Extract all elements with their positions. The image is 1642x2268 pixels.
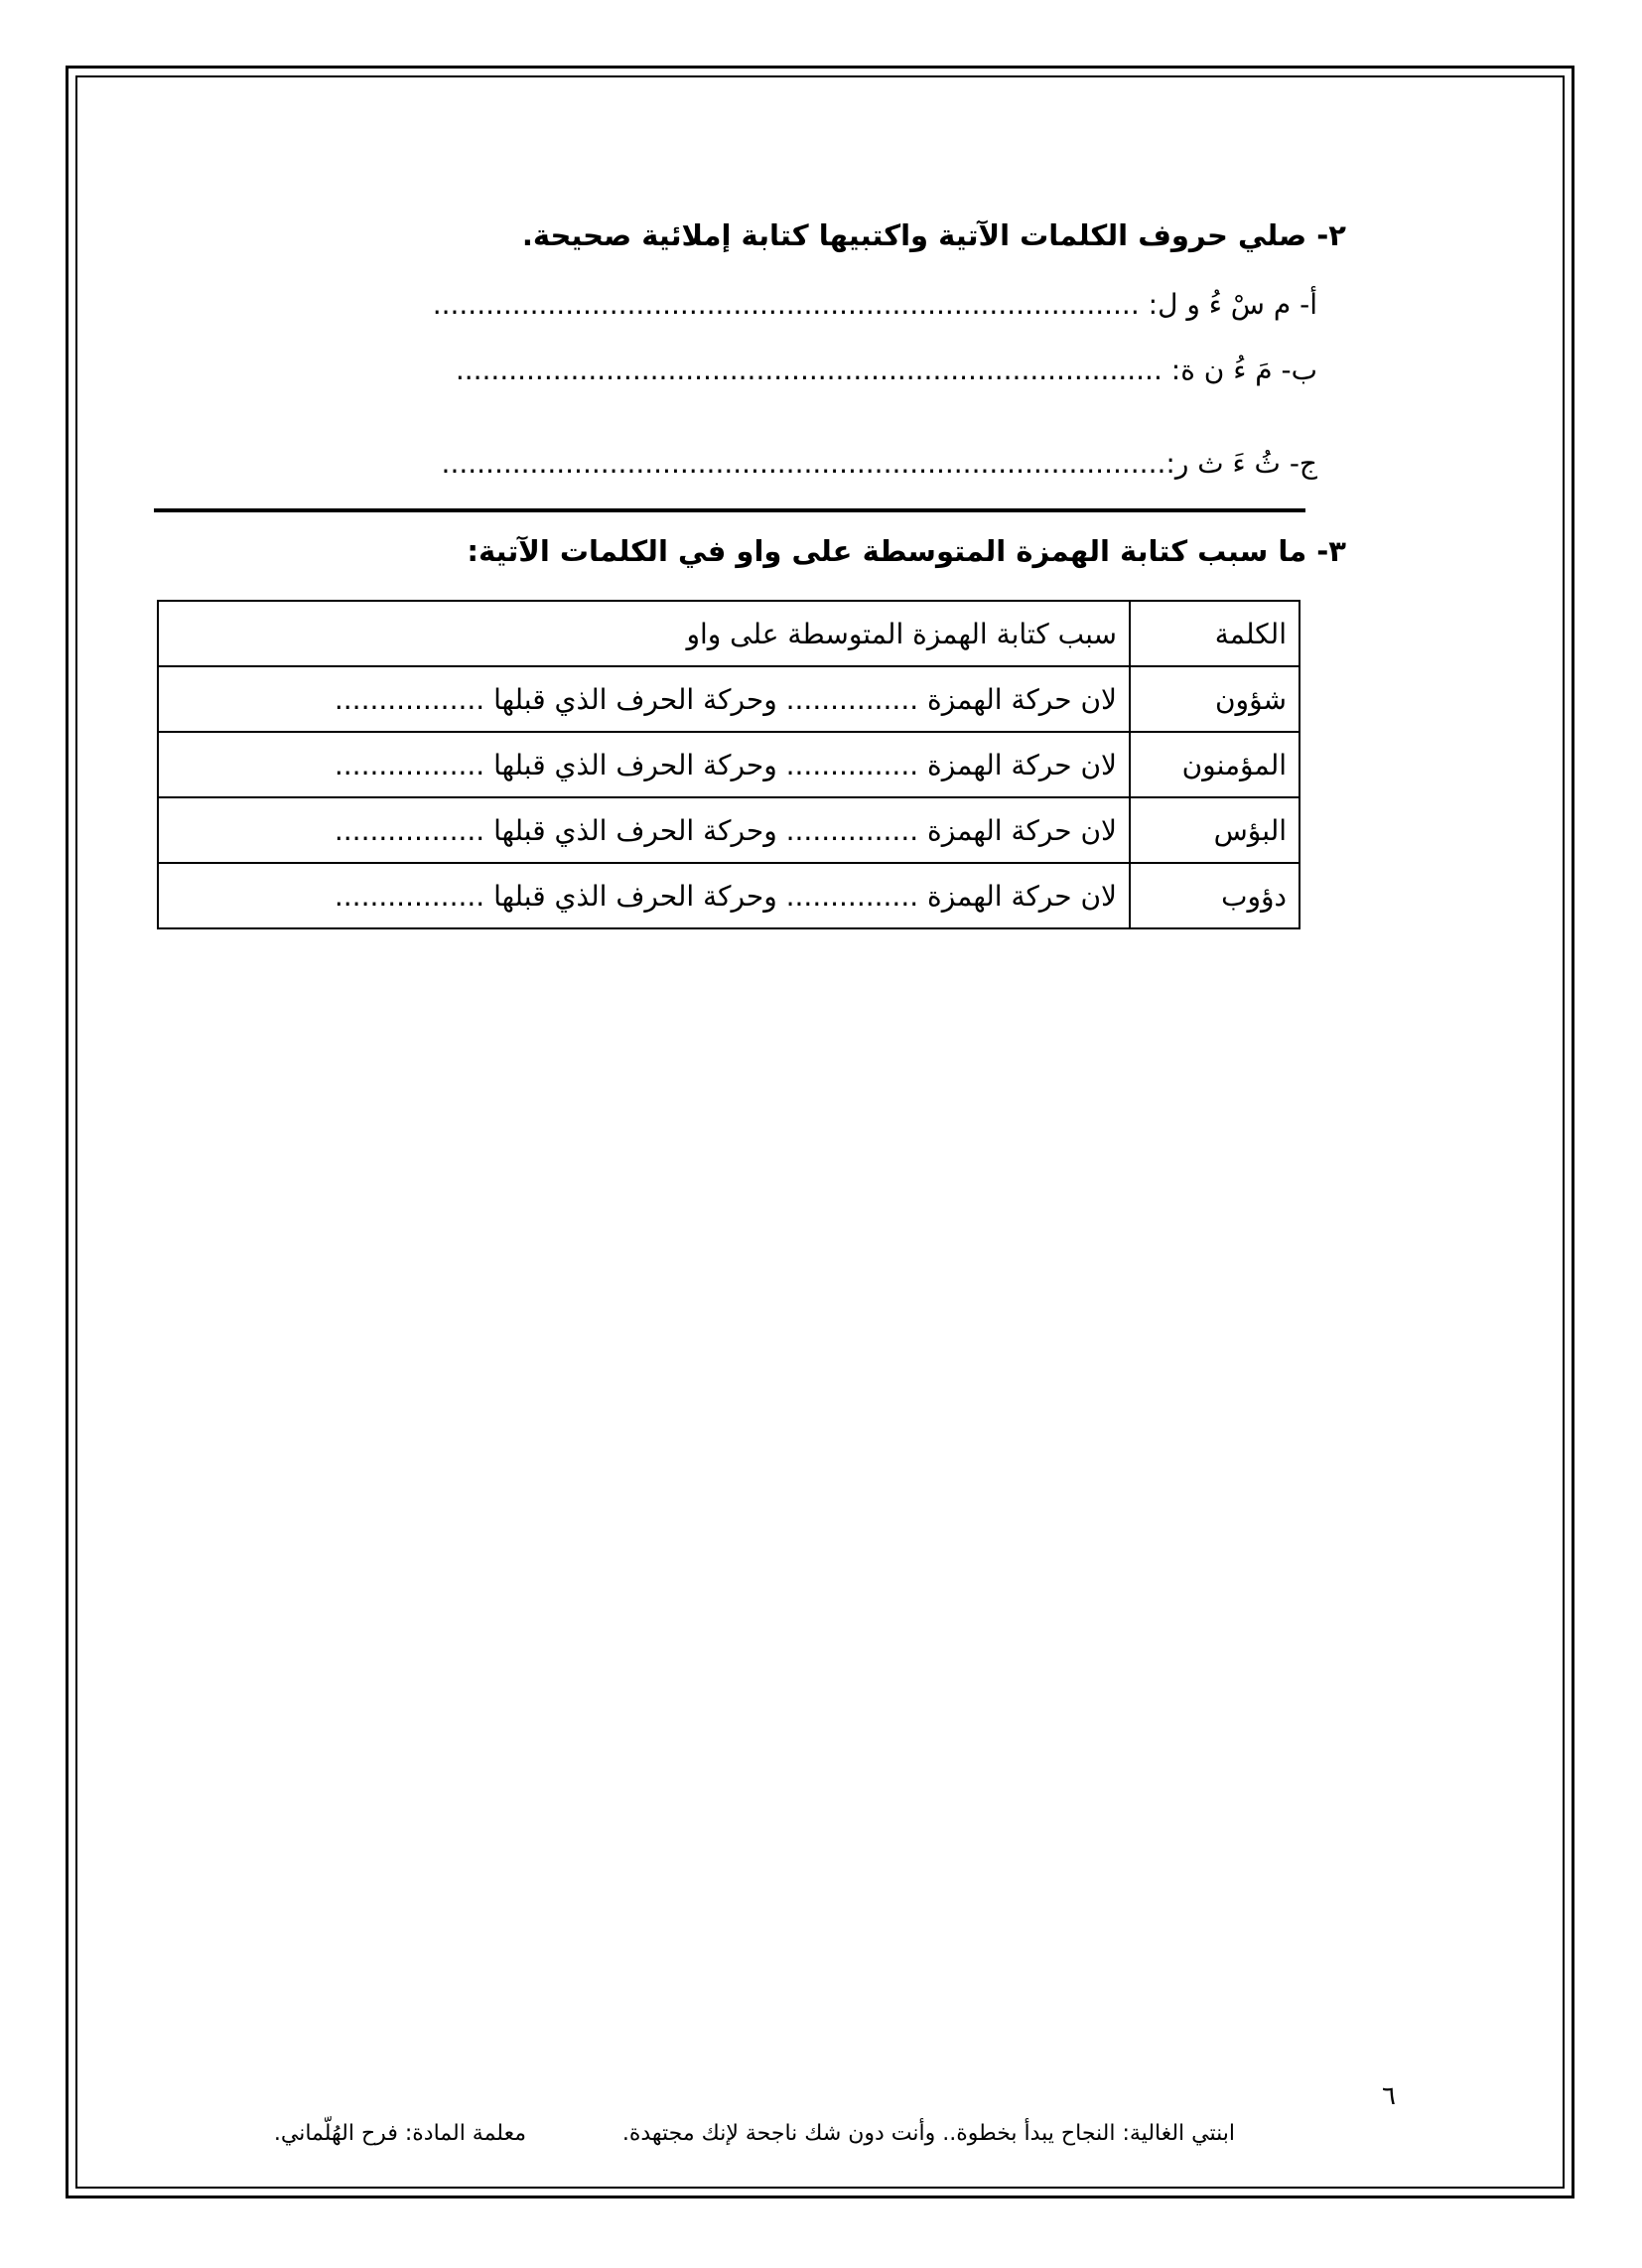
footer-motto: ابنتي الغالية: النجاح يبدأ بخطوة.. وأنت دون شك ناجحة لإنك مجتهدة.	[621, 2121, 1235, 2146]
question-2-item-a: أ- م سْ ءُ و ل: ................................................................................	[432, 288, 1317, 321]
footer-teacher: معلمة المادة: فرح الهُلّماني.	[273, 2121, 526, 2146]
header-reason: سبب كتابة الهمزة المتوسطة على واو	[158, 601, 1130, 666]
table-cell-reason: لان حركة الهمزة ............... وحركة الحرف الذي قبلها .................	[158, 732, 1130, 797]
page-border-inner	[75, 75, 1565, 2189]
hamza-reason-table	[157, 600, 1300, 929]
table-cell-word: المؤمنون	[1130, 732, 1300, 797]
table-cell-reason: لان حركة الهمزة ............... وحركة الحرف الذي قبلها .................	[158, 797, 1130, 863]
table-cell-reason: لان حركة الهمزة ............... وحركة الحرف الذي قبلها .................	[158, 863, 1130, 928]
table-header-row	[158, 601, 1300, 666]
table-row	[158, 863, 1300, 928]
table-cell-word: دؤوب	[1130, 863, 1300, 928]
question-2-item-b: ب- مَ ءُ ن ة: ................................................................................	[455, 354, 1317, 386]
table-row	[158, 666, 1300, 732]
table-row	[158, 732, 1300, 797]
question-2-title: ٢- صلي حروف الكلمات الآتية واكتبيها كتابة إملائية صحيحة.	[521, 218, 1346, 252]
question-2-item-c: ج- ثُ ءَ ث ر:..................................................................................	[441, 447, 1317, 480]
table-cell-reason: لان حركة الهمزة ............... وحركة الحرف الذي قبلها .................	[158, 666, 1130, 732]
page-number: ٦	[1382, 2081, 1396, 2111]
header-word: الكلمة	[1130, 601, 1300, 666]
section-divider	[154, 508, 1305, 512]
table-cell-word: البؤس	[1130, 797, 1300, 863]
table-row	[158, 797, 1300, 863]
question-3-title: ٣- ما سبب كتابة الهمزة المتوسطة على واو في الكلمات الآتية:	[467, 534, 1346, 568]
table-cell-word: شؤون	[1130, 666, 1300, 732]
